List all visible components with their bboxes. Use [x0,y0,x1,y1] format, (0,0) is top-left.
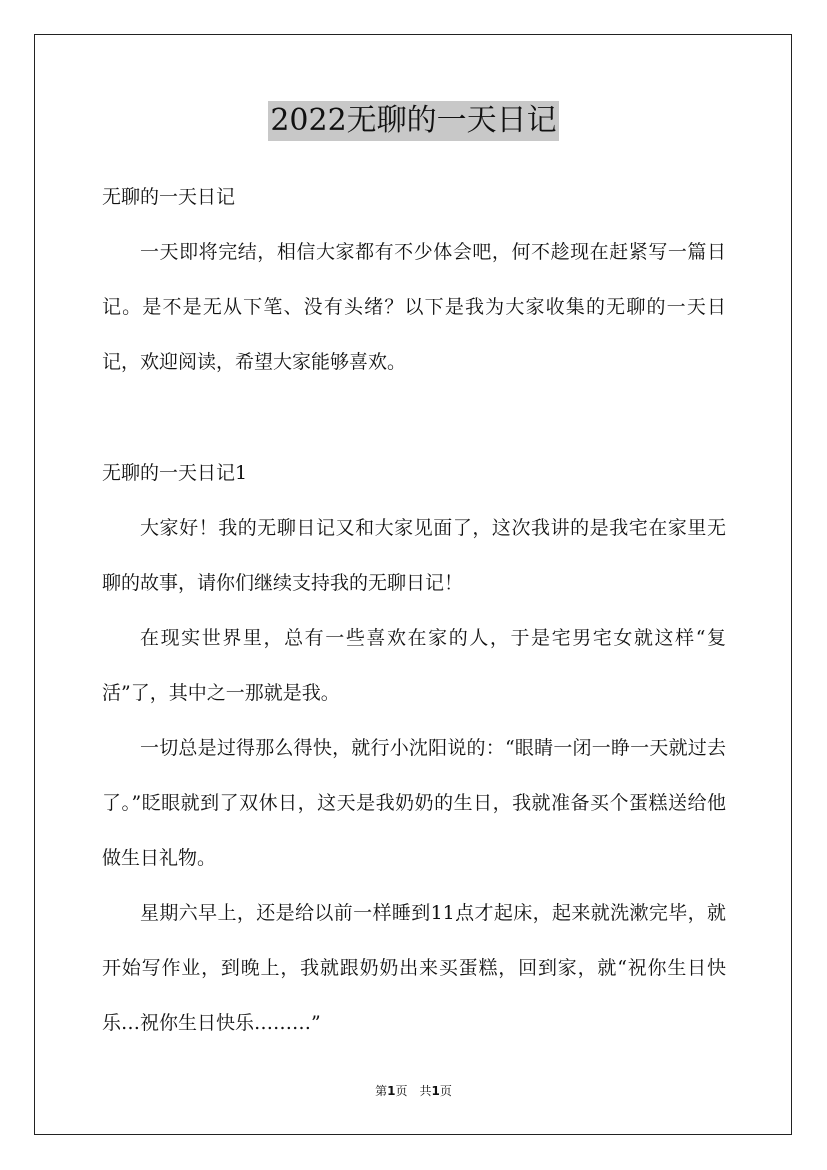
document-subtitle: 无聊的一天日记 [102,186,236,208]
body-paragraph-4: 星期六早上，还是给以前一样睡到11点才起床，起来就洗漱完毕，就开始写作业，到晚上，我就跟奶奶出来买蛋糕，回到家，就“祝你生日快乐…祝你生日快乐………” [102,902,726,1034]
section-gap [102,390,726,446]
page-current: 1 [387,1084,396,1098]
document-body [102,170,726,1051]
intro-paragraph: 一天即将完结，相信大家都有不少体会吧，何不趁现在赶紧写一篇日记。是不是无从下笔、没有头绪？以下是我为大家收集的无聊的一天日记，欢迎阅读，希望大家能够喜欢。 [102,241,726,373]
page-footer [0,1082,827,1099]
page-mid: 页 共 [395,1084,432,1098]
title-container [0,101,827,141]
body-paragraph-2: 在现实世界里，总有一些喜欢在家的人，于是宅男宅女就这样“复活”了，其中之一那就是我。 [102,627,726,704]
page-prefix: 第 [375,1084,388,1098]
document-title: 2022无聊的一天日记 [268,101,558,141]
body-paragraph-1: 大家好！我的无聊日记又和大家见面了，这次我讲的是我宅在家里无聊的故事，请你们继续支持我的无聊日记！ [102,517,726,594]
page-suffix: 页 [439,1084,452,1098]
body-paragraph-3: 一切总是过得那么得快，就行小沈阳说的：“眼睛一闭一睁一天就过去了。”眨眼就到了双休日，这天是我奶奶的生日，我就准备买个蛋糕送给他做生日礼物。 [102,737,726,869]
page-total: 1 [431,1084,440,1098]
section-heading: 无聊的一天日记1 [102,462,248,484]
